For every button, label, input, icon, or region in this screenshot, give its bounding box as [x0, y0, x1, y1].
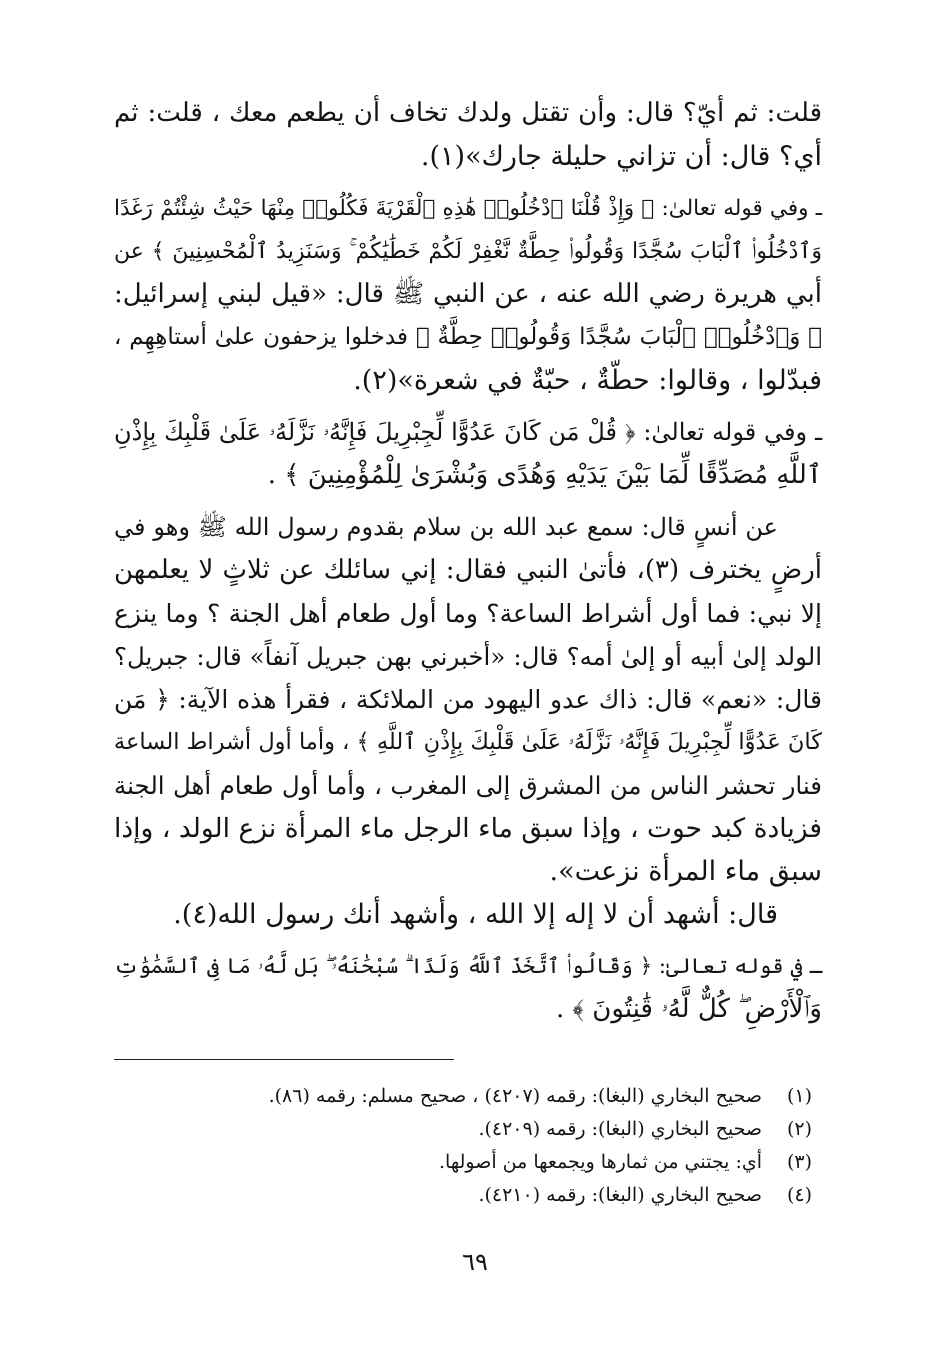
- footnote: [114, 1179, 822, 1212]
- footnote-number: (٣): [786, 1151, 812, 1173]
- footnote-number: (١): [786, 1085, 812, 1107]
- text-line: أي؟ قال: أن تزاني حليلة جارك»(١).: [420, 141, 822, 172]
- text-line: الولد إلىٰ أبيه أو إلىٰ أمه؟ قال: «أخبرني بهن جبريل آنفاً» قال: جبريل؟: [114, 642, 822, 671]
- text-line: وَٱدْخُلُوا۟ ٱلْبَابَ سُجَّدًا وَقُولُوا۟ حِطَّةٌ نَّغْفِرْ لَكُمْ خَطَٰيَٰكُمْ ۚ وَسَنَزِيدُ ٱلْمُحْسِنِينَ ﴾ عن: [114, 239, 822, 264]
- text-line: ﴿ وَٱدْخُلُوا۟ ٱلْبَابَ سُجَّدًا وَقُولُوا۟ حِطَّةٌ ﴾ فدخلوا يزحفون علىٰ أستاهِهِم ،: [114, 324, 822, 350]
- footnote-number: (٢): [786, 1118, 812, 1140]
- page-number: ٦٩: [462, 1248, 488, 1276]
- text-line: ـ في قوله تعالىٰ: ﴿ وَقَالُوا۟ ٱتَّخَذَ ٱللَّهُ وَلَدًا ۗ سُبْحَٰنَهُۥ ۖ بَل لَّهُۥ مَا فِى ٱلسَّمَٰوَٰتِ: [114, 954, 822, 978]
- paragraph-verse-bab-sujjadan: [114, 187, 822, 402]
- text-line: فبدّلوا ، وقالوا: حطّةٌ ، حبّةٌ في شعرة»(٢).: [353, 365, 822, 396]
- text-line: أرضٍ يخترف (٣)، فأتىٰ النبي فقال: إني سائلك عن ثلاثٍ لا يعلمهن: [114, 555, 822, 585]
- paragraph-hadith-end: [114, 92, 822, 178]
- text-line: أبي هريرة رضي الله عنه ، عن النبي ﷺ قال: «قيل لبني إسرائيل:: [114, 279, 822, 309]
- text-line: إلا نبي: فما أول أشراط الساعة؟ وما أول طعام أهل الجنة ؟ وما ينزع: [114, 599, 822, 628]
- text-line: فنار تحشر الناس من المشرق إلى المغرب ، وأما أول طعام أهل الجنة: [114, 771, 822, 800]
- text-line: فزيادة كبد حوت ، وإذا سبق ماء الرجل ماء المرأة نزع الولد ، وإذا: [114, 813, 822, 844]
- footnote: [114, 1146, 822, 1179]
- text-line: كَانَ عَدُوًّا لِّجِبْرِيلَ فَإِنَّهُۥ نَزَّلَهُۥ عَلَىٰ قَلْبِكَ بِإِذْنِ ٱللَّهِ ﴾ ، وأما أول أشراط الساعة: [113, 729, 822, 755]
- footnote-text: صحيح البخاري (البغا): رقمه (٤٢١٠).: [478, 1184, 762, 1206]
- footnote: [114, 1113, 822, 1146]
- paragraph-verse-jibril: [114, 411, 822, 497]
- footnote: [114, 1080, 822, 1113]
- footnote-text: صحيح البخاري (البغا): رقمه (٤٢٠٧) ، صحيح مسلم: رقمه (٨٦).: [268, 1085, 762, 1107]
- paragraph-verse-ittakhadha: [114, 945, 822, 1031]
- paragraph-shahada: [114, 893, 822, 936]
- text-line: سبق ماء المرأة نزعت».: [549, 856, 822, 887]
- text-line: ـ وفي قوله تعالىٰ: ﴿ وَإِذْ قُلْنَا ٱدْخُلُوا۟ هَٰذِهِ ٱلْقَرْيَةَ فَكُلُوا۟ مِنْهَا حَيْثُ شِئْتُمْ رَغَدًا: [114, 196, 822, 221]
- text-line: قال: أشهد أن لا إله إلا الله ، وأشهد أنك رسول الله(٤).: [173, 899, 778, 930]
- footnote-separator: [114, 1059, 454, 1060]
- text-line: عن أنسٍ قال: سمع عبد الله بن سلام بقدوم رسول الله ﷺ وهو في: [114, 513, 778, 541]
- text-line: ـ وفي قوله تعالىٰ: ﴿ قُلْ مَن كَانَ عَدُوًّا لِّجِبْرِيلَ فَإِنَّهُۥ نَزَّلَهُۥ عَلَىٰ قَلْبِكَ بِإِذْنِ: [114, 418, 822, 446]
- footnote-text: صحيح البخاري (البغا): رقمه (٤٢٠٩).: [478, 1118, 762, 1140]
- text-line: وَٱلْأَرْضِ ۖ كُلٌّ لَّهُۥ قَٰنِتُونَ ﴾ .: [555, 994, 822, 1024]
- footnotes: [114, 1080, 822, 1212]
- footnote-number: (٤): [786, 1184, 812, 1206]
- paragraph-hadith-anas: [114, 506, 822, 893]
- text-line: قال: «نعم» قال: ذاك عدو اليهود من الملائكة ، فقرأ هذه الآية: ﴿ مَن: [114, 685, 822, 714]
- text-line: قلت: ثم أيّ؟ قال: وأن تقتل ولدك تخاف أن يطعم معك ، قلت: ثم: [114, 98, 822, 128]
- text-line: ٱللَّهِ مُصَدِّقًا لِّمَا بَيْنَ يَدَيْهِ وَهُدًى وَبُشْرَىٰ لِلْمُؤْمِنِينَ ﴾ .: [267, 460, 822, 490]
- footnote-text: أي: يجتني من ثمارها ويجمعها من أصولها.: [439, 1151, 762, 1173]
